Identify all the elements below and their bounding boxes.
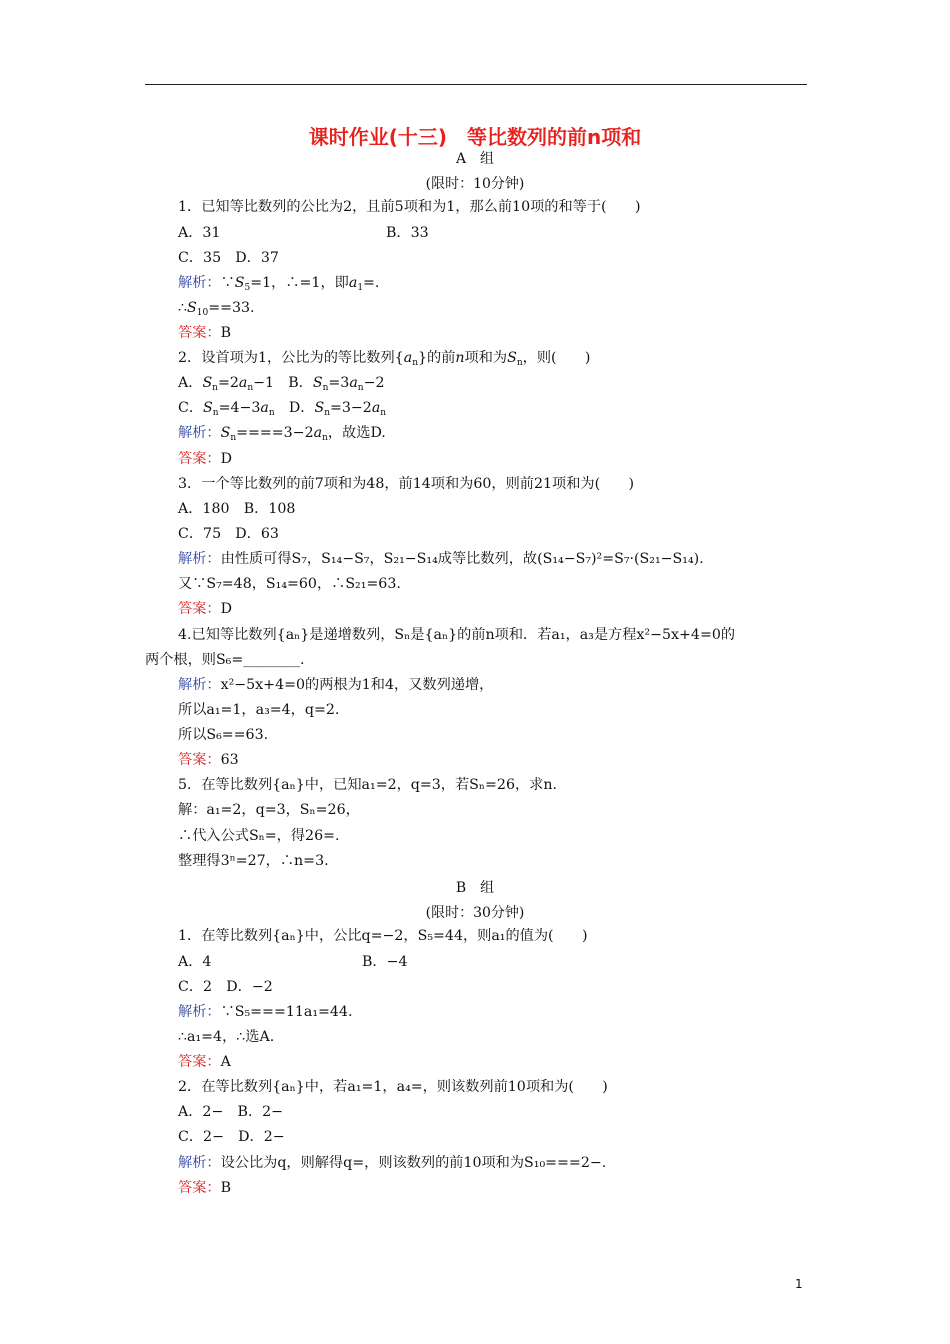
a-q1-opt-cd: C．35 D．37 bbox=[178, 250, 279, 266]
a-q5-solution-1: 解：a₁=2，q=3，Sₙ=26， bbox=[178, 802, 360, 818]
a-q2-stem: 2．设首项为1，公比为的等比数列$\{a_n\}$的前n项和为$S_n$，则( ) bbox=[178, 350, 591, 368]
b-q1-opt-b: B．−4 bbox=[362, 954, 408, 970]
a-q2-opt-cd: C．$S_n=4-3a_n$ D．$S_n=3-2a_n$ bbox=[178, 400, 387, 418]
a-q2-opt-ab: A．$S_n=2a_n-1$ B．$S_n=3a_n-2$ bbox=[178, 375, 385, 393]
a-q1-solution-2: $\therefore S_{10}==33$. bbox=[178, 300, 255, 318]
page-number: 1 bbox=[795, 1277, 803, 1291]
a-q3-answer: 答案：D bbox=[178, 601, 232, 617]
group-a-label: A 组 bbox=[455, 151, 495, 167]
b-q2-answer: 答案：B bbox=[178, 1180, 232, 1196]
a-q5-stem: 5．在等比数列{aₙ}中，已知a₁=2，q=3，若Sₙ=26，求n. bbox=[178, 777, 557, 793]
a-q1-opt-b: B．33 bbox=[386, 225, 429, 241]
a-q2-answer: 答案：D bbox=[178, 451, 232, 467]
a-q4-solution-3: 所以S₆==63. bbox=[178, 727, 269, 743]
a-q1-stem: 1．已知等比数列的公比为2，且前5项和为1，那么前10项的和等于( ) bbox=[178, 199, 641, 215]
b-q1-solution-1: 解析：∵S₅===11a₁=44. bbox=[178, 1004, 353, 1020]
a-q3-solution-1: 解析：由性质可得S₇，S₁₄−S₇，S₂₁−S₁₄成等比数列，故(S₁₄−S₇)²=S₇·(S₂₁−S₁₄). bbox=[178, 551, 704, 567]
a-q1-opt-a: A．31 bbox=[178, 225, 221, 241]
a-q5-solution-3: 整理得3ⁿ=27，∴n=3. bbox=[178, 853, 329, 869]
a-q4-stem-2: 两个根，则S₆=________. bbox=[145, 652, 305, 668]
a-q1-answer: 答案：B bbox=[178, 325, 232, 341]
b-q1-opt-a: A．4 bbox=[178, 954, 212, 970]
a-q2-solution: 解析：$S_n====3-2a_n$，故选D. bbox=[178, 425, 386, 443]
b-q1-answer: 答案：A bbox=[178, 1054, 231, 1070]
b-q2-solution: 解析：设公比为q，则解得q=，则该数列的前10项和为S₁₀===2−. bbox=[178, 1155, 607, 1171]
a-q3-opt-ab: A．180 B．108 bbox=[178, 501, 296, 517]
b-q2-opt-ab: A．2− B．2− bbox=[178, 1104, 284, 1120]
page-title: 课时作业(十三) 等比数列的前n项和 bbox=[308, 125, 642, 149]
a-q4-solution-1: 解析：x²−5x+4=0的两根为1和4，又数列递增， bbox=[178, 677, 494, 693]
group-a-time: (限时：10分钟) bbox=[425, 176, 525, 192]
a-q4-solution-2: 所以a₁=1，a₃=4，q=2. bbox=[178, 702, 340, 718]
b-q1-stem: 1．在等比数列{aₙ}中，公比q=−2，S₅=44，则a₁的值为( ) bbox=[178, 928, 588, 944]
a-q4-answer: 答案：63 bbox=[178, 752, 239, 768]
b-q2-stem: 2．在等比数列{aₙ}中，若a₁=1，a₄=，则该数列前10项和为( ) bbox=[178, 1079, 608, 1095]
a-q3-stem: 3．一个等比数列的前7项和为48，前14项和为60，则前21项和为( ) bbox=[178, 476, 635, 492]
a-q5-solution-2: ∴代入公式Sₙ=，得26=. bbox=[178, 828, 340, 844]
a-q1-solution-1: 解析：$\because S_5=1$，∴=1，即$a_1=$. bbox=[178, 275, 380, 293]
b-q1-opt-cd: C．2 D．−2 bbox=[178, 979, 273, 995]
a-q3-solution-2: 又∵S₇=48，S₁₄=60，∴S₂₁=63. bbox=[178, 576, 401, 592]
a-q3-opt-cd: C．75 D．63 bbox=[178, 526, 279, 542]
b-q2-opt-cd: C．2− D．2− bbox=[178, 1129, 285, 1145]
group-b-label: B 组 bbox=[455, 880, 495, 896]
header-rule bbox=[145, 84, 807, 85]
a-q4-stem-1: 4.已知等比数列{aₙ}是递增数列，Sₙ是{aₙ}的前n项和．若a₁，a₃是方程x²−5x+4=0的 bbox=[178, 627, 736, 643]
b-q1-solution-2: ∴a₁=4，∴选A. bbox=[178, 1029, 275, 1045]
group-b-time: (限时：30分钟) bbox=[425, 905, 525, 921]
